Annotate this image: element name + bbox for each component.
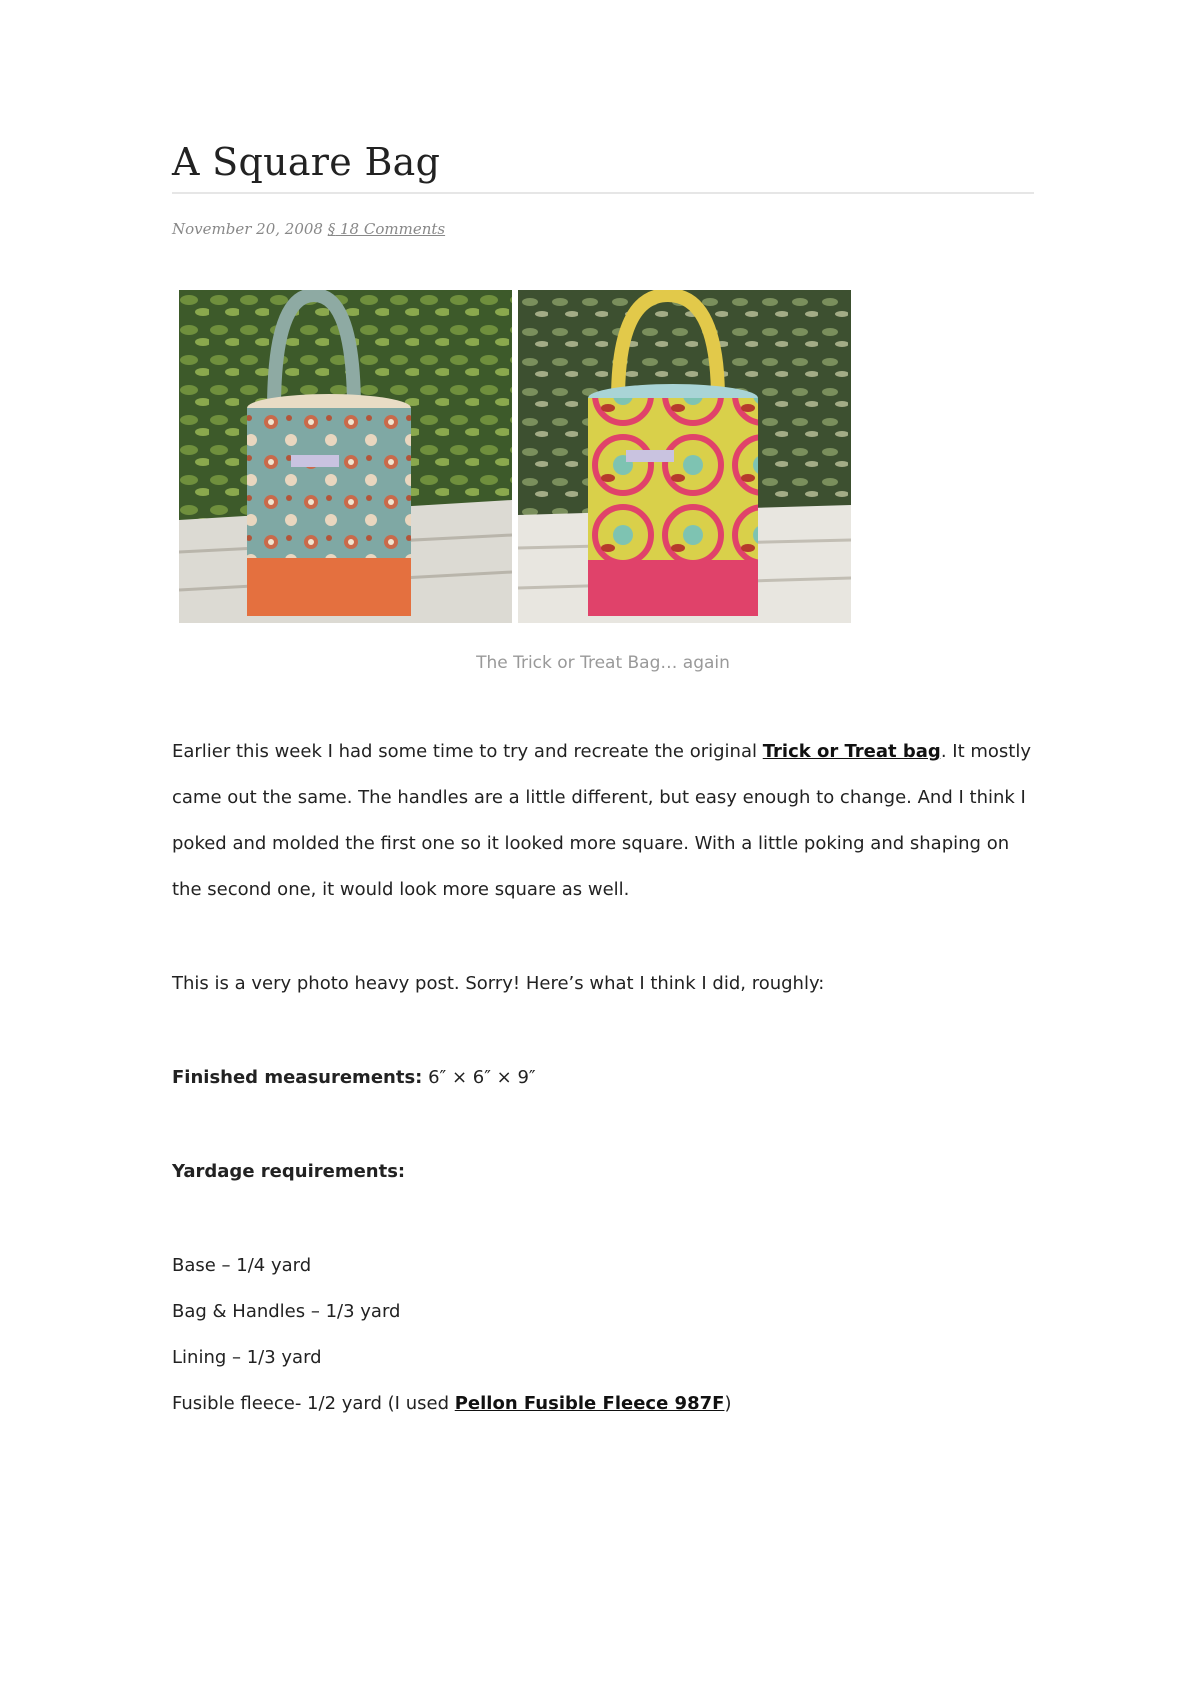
post-date: November 20, 2008: [172, 220, 323, 238]
fleece-text-start: Fusible fleece- 1/2 yard (I used: [172, 1393, 455, 1414]
bag-photo-rose[interactable]: [518, 290, 851, 623]
photo-caption: The Trick or Treat Bag… again: [476, 653, 730, 673]
trick-or-treat-link[interactable]: Trick or Treat bag: [762, 741, 941, 762]
paragraph-photo-note: This is a very photo heavy post. Sorry! Here’s what I think I did, roughly:: [172, 973, 825, 994]
blog-post: [172, 140, 1034, 1427]
bag-photo-rose-image: [518, 290, 851, 623]
bag-photo-floral-image: [179, 290, 512, 623]
finished-label: Finished measurements:: [172, 1067, 423, 1088]
fleece-text-end: ): [724, 1393, 732, 1414]
post-meta: [172, 220, 1034, 238]
yardage-heading: [172, 1149, 1034, 1195]
finished-measurements: [172, 1055, 1034, 1101]
comments-link[interactable]: [328, 220, 445, 238]
list-item: Lining – 1/3 yard: [172, 1347, 322, 1368]
bag-photo-floral[interactable]: [179, 290, 512, 623]
list-item: Bag & Handles – 1/3 yard: [172, 1301, 401, 1322]
photo-row: [179, 290, 1034, 623]
paragraph-intro: [172, 729, 1034, 913]
post-title: A Square Bag: [172, 140, 1034, 194]
pellon-fleece-link[interactable]: Pellon Fusible Fleece 987F: [454, 1393, 725, 1414]
photo-figure: [172, 290, 1034, 673]
list-item-fleece: [172, 1381, 1034, 1427]
finished-value: 6″ × 6″ × 9″: [422, 1067, 536, 1088]
intro-text-start: Earlier this week I had some time to try and recreate the original: [172, 741, 763, 762]
comment-icon: §: [327, 220, 336, 238]
yardage-label: Yardage requirements:: [172, 1161, 406, 1182]
intro-text-end: . It mostly came out the same. The handles are a little different, but easy enough to change. And I think I poked and molded the first one so it looked more square. With a little poking and shaping on the second one, it would look more square as well.: [172, 741, 1031, 900]
yardage-list: [172, 1243, 1034, 1427]
list-item: Base – 1/4 yard: [172, 1255, 312, 1276]
post-content: [172, 729, 1034, 1427]
comments-count: 18 Comments: [340, 220, 446, 238]
